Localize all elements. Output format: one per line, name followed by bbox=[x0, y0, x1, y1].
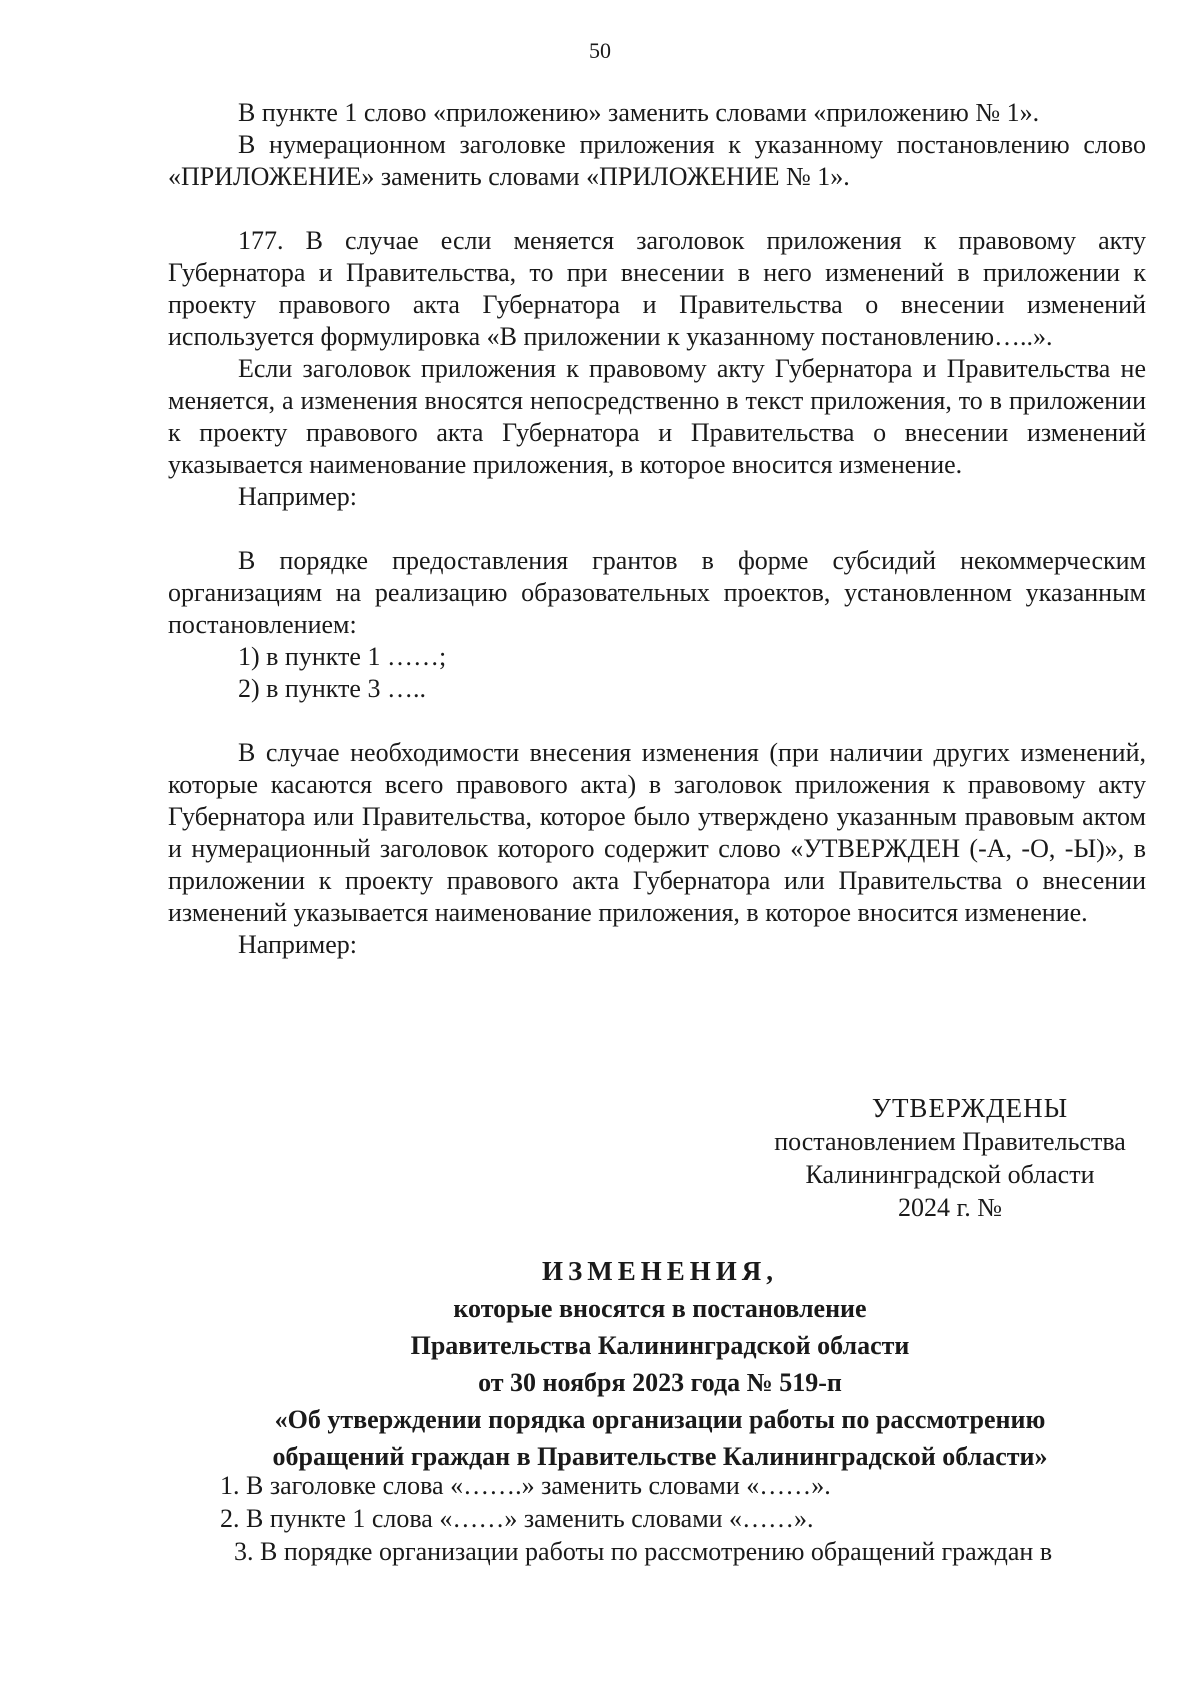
changes-heading-line: которые вносятся в постановление bbox=[453, 1294, 867, 1323]
changes-heading-block bbox=[180, 1253, 1140, 1475]
paragraph: 2) в пункте 3 ….. bbox=[238, 674, 426, 703]
paragraph: 177. В случае если меняется заголовок приложения к правовому акту Губернатора и Правительства, то при внесении в него изменений в приложении к проекту правового акта Губернатора и Правительства о внесении изменений используется формулировка «В приложении к указанному постановлению…..». bbox=[168, 226, 1146, 351]
text-block-top bbox=[168, 97, 1146, 961]
changes-heading-line: обращений граждан в Правительстве Калининградской области» bbox=[272, 1442, 1048, 1471]
list-item: 2. В пункте 1 слова «……» заменить словами «……». bbox=[220, 1504, 814, 1533]
changes-list bbox=[168, 1469, 1146, 1568]
approval-title: УТВЕРЖДЕНЫ bbox=[871, 1093, 1069, 1123]
list-item: 1. В заголовке слова «…….» заменить словами «……». bbox=[220, 1471, 831, 1500]
approval-line: Калининградской области bbox=[805, 1160, 1095, 1189]
changes-heading-line: Правительства Калининградской области bbox=[410, 1331, 910, 1360]
approval-date-number: 2024 г. № bbox=[897, 1193, 1003, 1222]
paragraph: Если заголовок приложения к правовому акту Губернатора и Правительства не меняется, а изменения вносятся непосредственно в текст приложения, то в приложении к проекту правового акта Губернатора и Правительства о внесении изменений указывается наименование приложения, в которое вносится изменение. bbox=[168, 354, 1146, 479]
paragraph: Например: bbox=[238, 930, 358, 959]
paragraph: 1) в пункте 1 ……; bbox=[238, 642, 447, 671]
paragraph: Например: bbox=[238, 482, 358, 511]
paragraph: В случае необходимости внесения изменения (при наличии других изменений, которые касаются всего правового акта) в заголовок приложения к правовому акту Губернатора или Правительства, которое было утверждено указанным правовым актом и нумерационный заголовок которого содержит слово «УТВЕРЖДЕН (-А, -О, -Ы)», в приложении к проекту правового акта Губернатора или Правительства о внесении изменений указывается наименование приложения, в которое вносится изменение. bbox=[168, 738, 1146, 927]
changes-heading-line: от 30 ноября 2023 года № 519-п bbox=[478, 1368, 842, 1397]
paragraph: В нумерационном заголовке приложения к указанному постановлению слово «ПРИЛОЖЕНИЕ» заменить словами «ПРИЛОЖЕНИЕ № 1». bbox=[168, 130, 1146, 191]
changes-heading: ИЗМЕНЕНИЯ, bbox=[541, 1256, 778, 1286]
paragraph: В пункте 1 слово «приложению» заменить словами «приложению № 1». bbox=[238, 98, 1040, 127]
approval-stamp-block bbox=[740, 1092, 1160, 1224]
list-item: 3. В порядке организации работы по рассмотрению обращений граждан в bbox=[234, 1537, 1053, 1566]
changes-heading-line: «Об утверждении порядка организации работы по рассмотрению bbox=[274, 1405, 1046, 1434]
page-number: 50 bbox=[589, 38, 611, 63]
approval-line: постановлением Правительства bbox=[774, 1127, 1126, 1156]
paragraph: В порядке предоставления грантов в форме субсидий некоммерческим организациям на реализацию образовательных проектов, установленном указанным постановлением: bbox=[168, 546, 1146, 639]
